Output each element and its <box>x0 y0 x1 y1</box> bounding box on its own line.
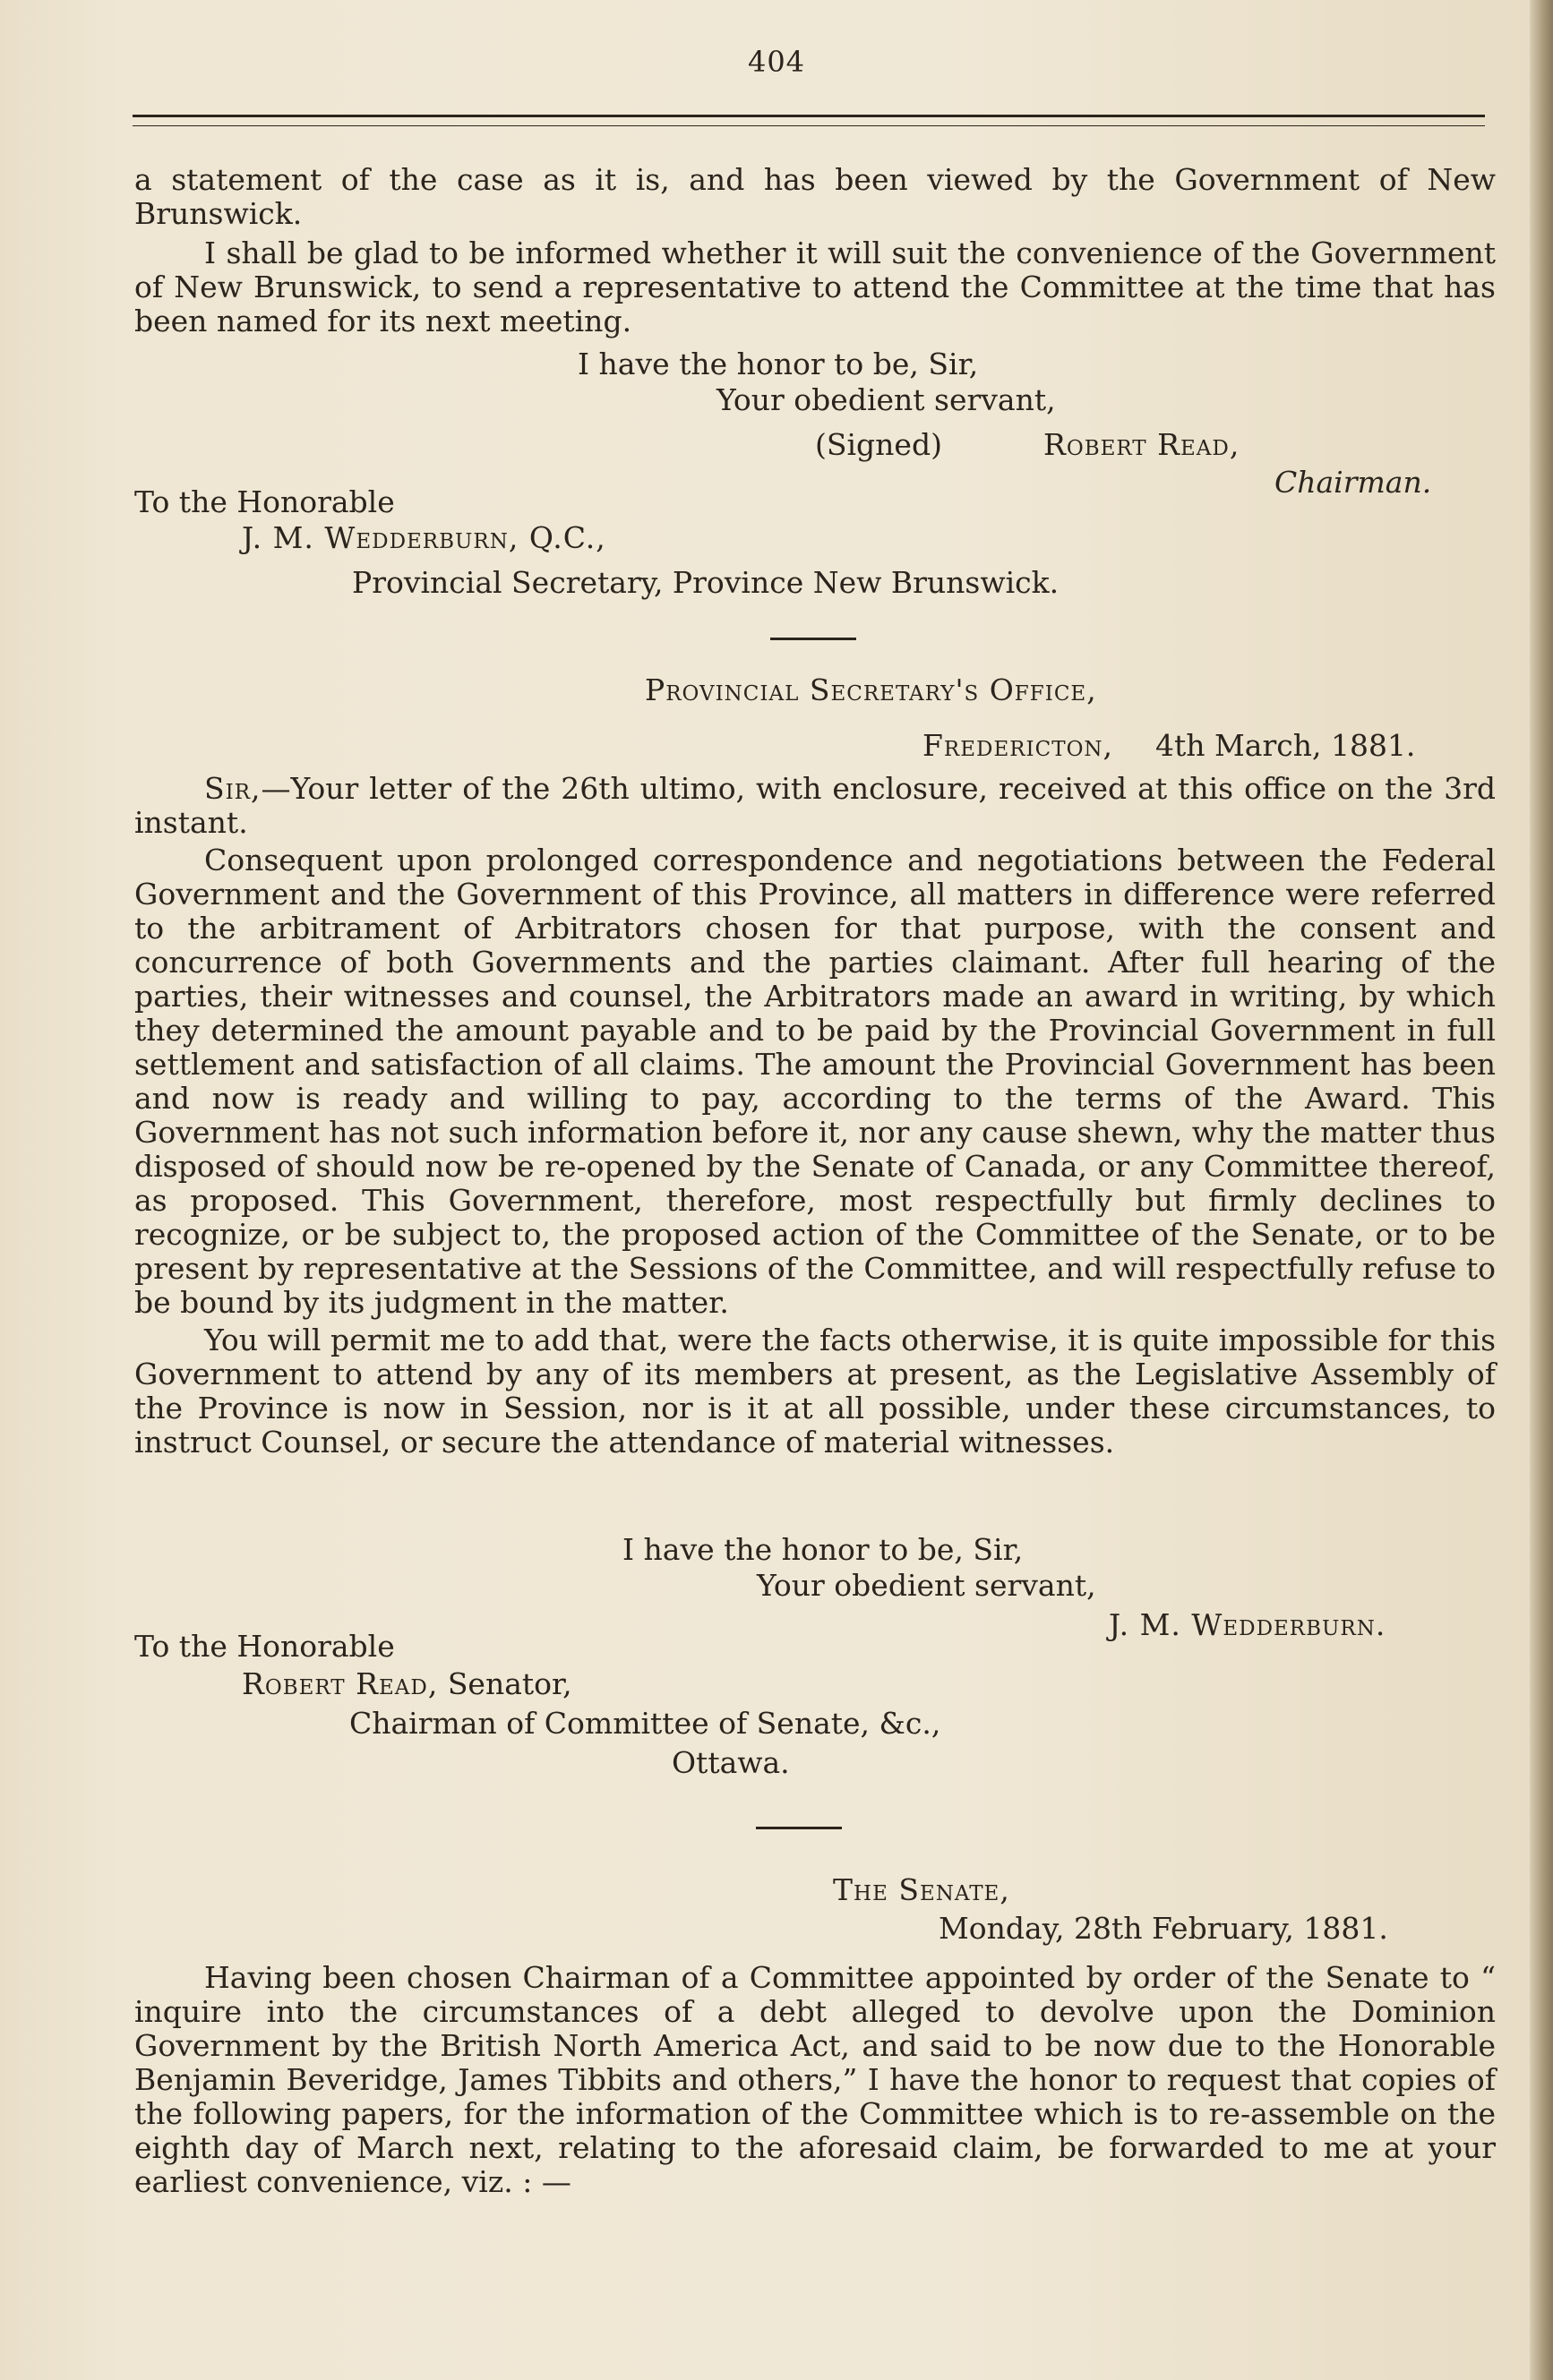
letter1-paragraph: I shall be glad to be informed whether it will suit the convenience of the Government of New Brunswick, to send a representative to attend the Committee at the time that has been named for its next meeting. <box>134 235 1496 338</box>
letter2-addressee <box>242 1667 572 1701</box>
letter1-signer-title: Chairman. <box>1274 465 1432 500</box>
letter1-body <box>134 163 1496 338</box>
letter1-signer: Robert Read, <box>1043 427 1240 462</box>
letter2-addressee: Chairman of Committee of Senate, &c., <box>349 1706 941 1741</box>
letter3-heading: The Senate, <box>833 1872 1010 1907</box>
book-spine-edge <box>1530 0 1553 2380</box>
letter3-body <box>134 1961 1496 2199</box>
letter2-addressee-name: Robert Read, <box>242 1666 439 1701</box>
letter1-addressee: Provincial Secretary, Province New Brunswick. <box>352 565 1060 600</box>
letter2-closing: I have the honor to be, Sir, <box>622 1532 1024 1567</box>
letter2-addressee-role: Senator, <box>438 1666 572 1701</box>
header-rule-thin <box>133 125 1485 126</box>
letter2-signer: J. M. Wedderburn. <box>1109 1607 1386 1642</box>
letter1-addressee: J. M. Wedderburn, Q.C., <box>242 520 606 555</box>
letter2-closing: Your obedient servant, <box>757 1568 1096 1603</box>
header-rule <box>133 115 1485 117</box>
letter2-salutation: Sir, <box>204 771 262 806</box>
letter2-paragraph: —Your letter of the 26th ultimo, with enclosure, received at this office on the 3rd instant. <box>134 771 1496 840</box>
letter3-paragraph: Having been chosen Chairman of a Committee appointed by order of the Senate to “ inquire into the circumstances of a debt alleged to devolve upon the Dominion Government by the British North America Act, and said to be now due to the Honorable Benjamin Beveridge, James Tibbits and others,” I have the honor to request that copies of the following papers, for the information of the Committee which is to re-assemble on the eighth day of March next, relating to the aforesaid claim, be forwarded to me at your earliest convenience, viz. : — <box>134 1960 1496 2199</box>
section-divider <box>756 1827 842 1829</box>
letter2-date: 4th March, 1881. <box>1155 728 1416 763</box>
letter2-paragraph: You will permit me to add that, were the facts otherwise, it is quite impossible for this Government to attend by any of its members at present, as the Legislative Assembly of the Province is now in Session, nor is it at all possible, under these circumstances, to instruct Counsel, or secure the attendance of material witnesses. <box>134 1323 1496 1460</box>
section-divider <box>770 638 856 640</box>
letter1-addressee: To the Honorable <box>134 484 395 519</box>
letter2-body <box>134 772 1496 1460</box>
letter2-addressee: Ottawa. <box>672 1745 790 1780</box>
letter2-paragraph: Consequent upon prolonged correspondence and negotiations between the Federal Government and the Government of this Province, all matters in difference were referred to the arbitrament of Arbitrators chosen for that purpose, with the consent and concurrence of both Governments and the parties claimant. After full hearing of the parties, their witnesses and counsel, the Arbitrators made an award in writing, by which they determined the amount payable and to be paid by the Provincial Government in full settlement and satisfaction of all claims. The amount the Provincial Government has been and now is ready and willing to pay, according to the terms of the Award. This Government has not such information before it, nor any cause shewn, why the matter thus disposed of should now be re-opened by the Senate of Canada, or any Committee thereof, as proposed. This Government, therefore, most respectfully but firmly declines to recognize, or be subject to, the proposed action of the Committee of the Senate, or to be present by representative at the Sessions of the Committee, and will respectfully refuse to be bound by its judgment in the matter. <box>134 843 1496 1320</box>
letter3-date: Monday, 28th February, 1881. <box>939 1911 1388 1946</box>
letter2-addressee: To the Honorable <box>134 1629 395 1664</box>
letter1-paragraph: a statement of the case as it is, and has been viewed by the Government of New Brunswick. <box>134 162 1496 231</box>
letter2-heading: Provincial Secretary's Office, <box>645 672 1097 707</box>
page-number: 404 <box>747 45 806 79</box>
letter1-closing: I have the honor to be, Sir, <box>578 347 979 381</box>
letter1-closing: Your obedient servant, <box>716 382 1056 417</box>
letter2-place: Fredericton, <box>922 728 1114 763</box>
letter1-signed-label: (Signed) <box>815 427 942 462</box>
